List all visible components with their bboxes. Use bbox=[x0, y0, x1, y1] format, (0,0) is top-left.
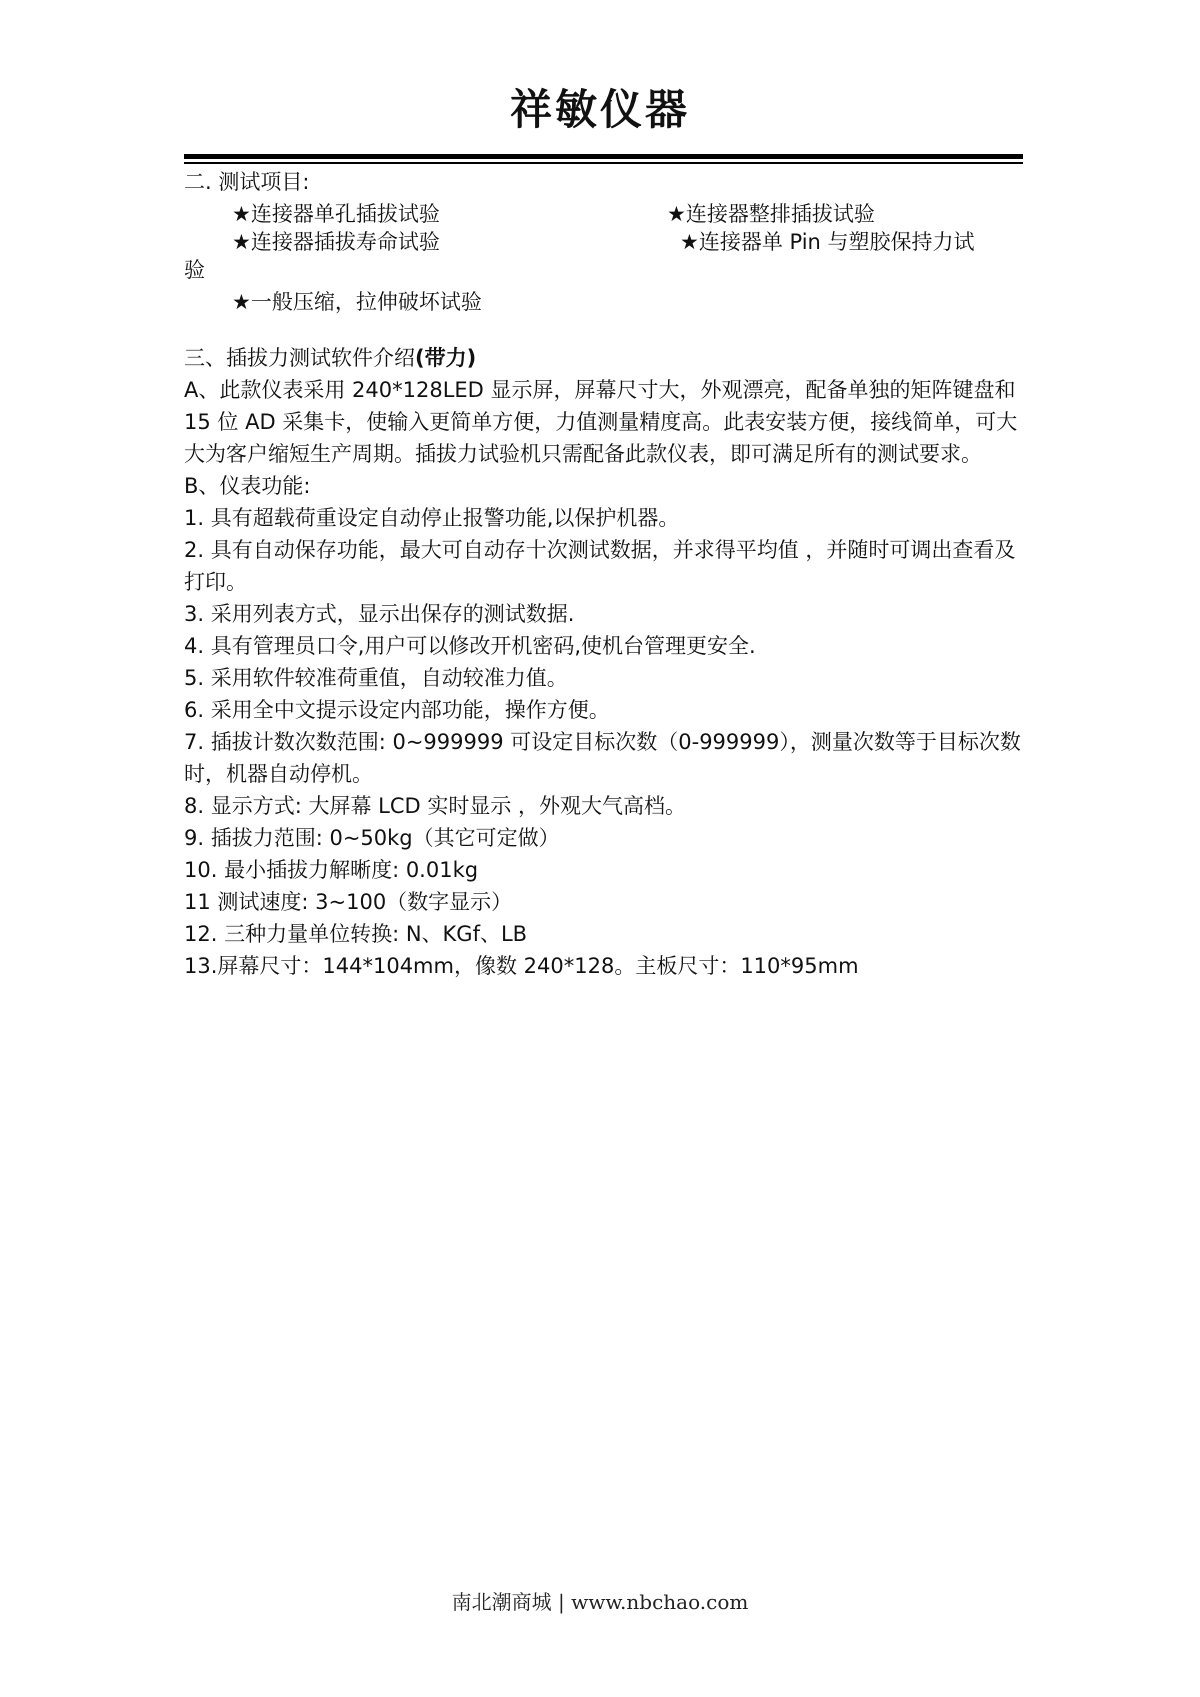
section-3-heading bbox=[184, 342, 1023, 374]
intro-paragraph: A、此款仪表采用 240*128LED 显示屏，屏幕尺寸大，外观漂亮，配备单独的矩阵键盘和 15 位 AD 采集卡，使输入更简单方便，力值测量精度高。此表安装方便，接线简单，可大大为客户缩短生产周期。插拔力试验机只需配备此款仪表，即可满足所有的测试要求。 bbox=[184, 378, 1018, 466]
function-item: 7. 插拔计数次数范围: 0~999999 可设定目标次数（0-999999），测量次数等于目标次数时，机器自动停机。 bbox=[184, 730, 1021, 786]
section-3-heading-text: 三、插拔力测试软件介绍 bbox=[184, 346, 415, 370]
function-item: 2. 具有自动保存功能，最大可自动存十次测试数据，并求得平均值 ，并随时可调出查看及打印。 bbox=[184, 538, 1016, 594]
function-item: 13.屏幕尺寸：144*104mm，像数 240*128。主板尺寸：110*95mm bbox=[184, 954, 859, 978]
footer-text[interactable]: 南北潮商城 | www.nbchao.com bbox=[451, 1590, 749, 1614]
function-item: 1. 具有超载荷重设定自动停止报警功能,以保护机器。 bbox=[184, 506, 680, 530]
test-items-row-2 bbox=[184, 226, 1023, 254]
functions-heading: B、仪表功能: bbox=[184, 474, 311, 498]
function-item: 4. 具有管理员口令,用户可以修改开机密码,使机台管理更安全. bbox=[184, 634, 756, 658]
document-body bbox=[184, 166, 1023, 982]
section-2-heading: 二. 测试项目: bbox=[184, 170, 310, 194]
test-item: ★连接器插拔寿命试验 bbox=[232, 230, 440, 254]
function-item: 8. 显示方式: 大屏幕 LCD 实时显示 ，外观大气高档。 bbox=[184, 794, 687, 818]
header-rule-thick bbox=[184, 154, 1023, 159]
function-item: 11 测试速度: 3~100（数字显示） bbox=[184, 890, 513, 914]
test-items-row-1 bbox=[184, 198, 1023, 226]
function-item: 6. 采用全中文提示设定内部功能，操作方便。 bbox=[184, 698, 610, 722]
function-item: 10. 最小插拔力解晰度: 0.01kg bbox=[184, 858, 479, 882]
test-item: ★连接器整排插拔试验 bbox=[667, 202, 875, 226]
function-item: 12. 三种力量单位转换: N、KGf、LB bbox=[184, 922, 528, 946]
test-item: ★连接器单 Pin 与塑胶保持力试 bbox=[680, 230, 975, 254]
function-item: 3. 采用列表方式，显示出保存的测试数据. bbox=[184, 602, 575, 626]
test-item: ★一般压缩，拉伸破坏试验 bbox=[232, 290, 482, 314]
function-item: 9. 插拔力范围: 0~50kg（其它可定做） bbox=[184, 826, 560, 850]
page-title: 祥敏仪器 bbox=[509, 85, 690, 134]
test-item: ★连接器单孔插拔试验 bbox=[232, 202, 440, 226]
section-3-heading-bold: (带力) bbox=[415, 346, 477, 370]
header-rule-thin bbox=[184, 162, 1023, 164]
function-item: 5. 采用软件较准荷重值，自动较准力值。 bbox=[184, 666, 568, 690]
test-item-continuation: 验 bbox=[184, 258, 205, 282]
